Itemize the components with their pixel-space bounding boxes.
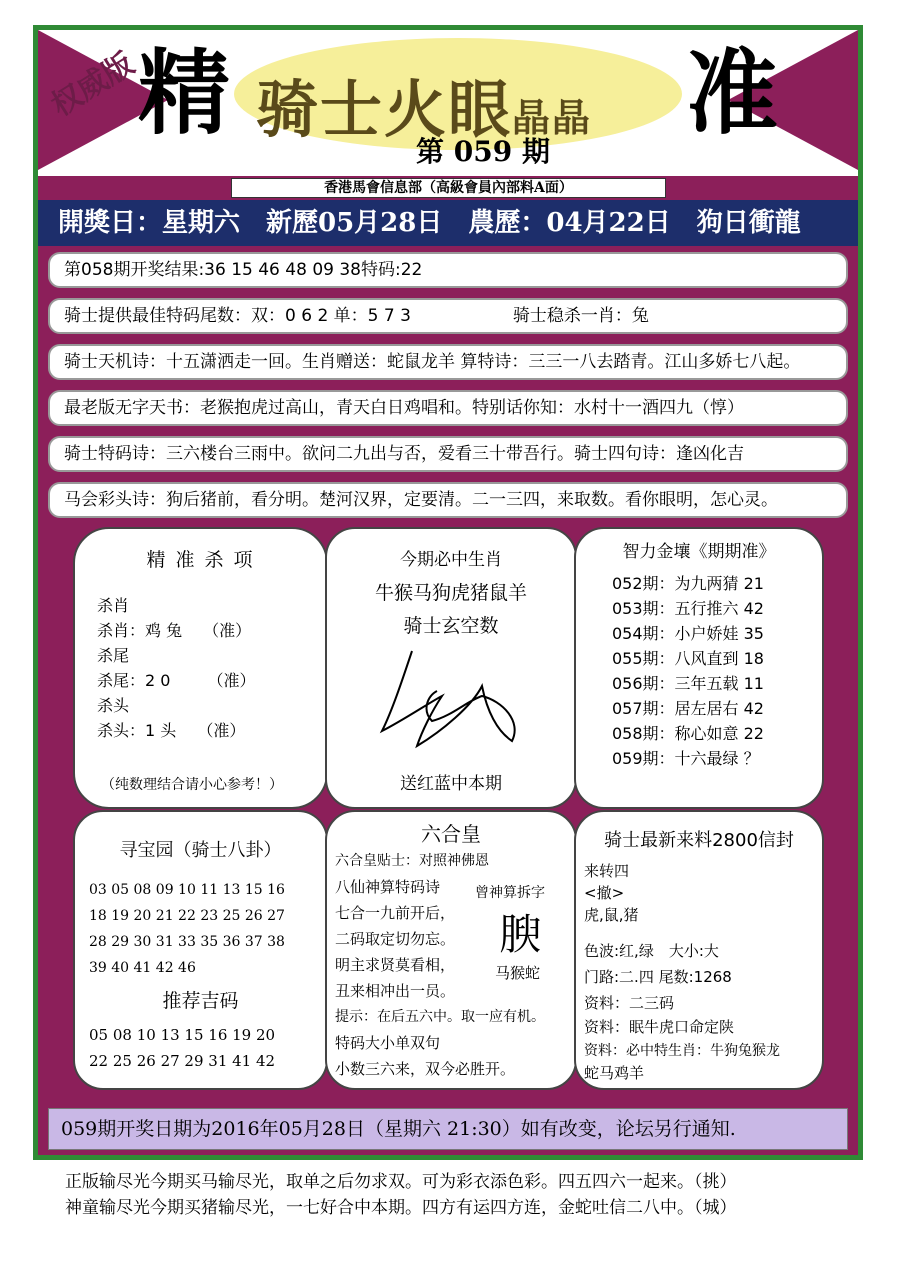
zodiac-subtitle: 骑士玄空数	[403, 615, 499, 637]
draw-date-bar: 開獎日：星期六 新歷05月28日 農歷：04月22日 狗日衝龍	[38, 200, 858, 246]
title-small: 晶晶	[512, 96, 593, 140]
history-row: 055期：八风直到 18	[612, 649, 764, 668]
issue-number: 第 059 期	[416, 135, 550, 168]
bottom-poem-1: 正版输尽光今期买马输尽光，取单之后勿求双。可为彩衣添色彩。四五四六一起来。（挑）	[65, 1172, 737, 1192]
history-row: 057期：居左居右 42	[612, 699, 764, 718]
subtitle-bar: 香港馬會信息部（高級會員內部料A面）	[231, 178, 666, 198]
lucky-title: 推荐吉码	[162, 990, 239, 1012]
lhh-line: 小数三六来，双今必胜开。	[335, 1060, 516, 1078]
liuhehuang-card	[325, 810, 577, 1090]
history-row: 054期：小户娇娃 35	[612, 624, 764, 643]
kill-line: 杀头：1 头 （准）	[97, 721, 246, 740]
treasure-title: 寻宝园（骑士八卦）	[119, 840, 282, 861]
number-row: 39 40 41 42 46	[89, 960, 196, 976]
poster-frame	[33, 25, 863, 1160]
lhh-side-animals: 马猴蛇	[495, 964, 541, 982]
lucky-row: 22 25 26 27 29 31 41 42	[89, 1052, 276, 1070]
result-row: 第058期开奖结果:36 15 46 48 09 38特码:22	[48, 252, 848, 288]
lhh-big-char: 腴	[499, 910, 542, 959]
title-main: 骑士火眼	[256, 73, 513, 146]
big-char-right: 准	[686, 40, 779, 147]
zodiac-footer: 送红蓝中本期	[400, 774, 502, 794]
lhh-line: 六合皇贴士：对照神佛恩	[335, 853, 489, 869]
lhh-line: 七合一九前开后，	[335, 904, 456, 922]
zodiac-title: 今期必中生肖	[400, 550, 502, 570]
liuhehuang-title: 六合皇	[421, 822, 481, 846]
lhh-line: 八仙神算特码诗	[335, 878, 441, 896]
kill-line: 杀肖	[97, 596, 130, 615]
authority-tag: 权威版	[45, 46, 141, 124]
poem-row: 骑士天机诗：十五潇洒走一回。生肖赠送：蛇鼠龙羊 算特诗：三三一八去踏青。江山多娇七八起。	[48, 344, 848, 380]
history-card	[574, 527, 824, 809]
kill-line: 杀尾	[97, 646, 130, 665]
number-row: 18 19 20 21 22 23 25 26 27	[89, 908, 285, 924]
draw-notice: 059期开奖日期为2016年05月28日（星期六 21:30）如有改变，论坛另行通知.	[48, 1108, 848, 1150]
lhh-side-label: 曾神算拆字	[475, 885, 545, 901]
news-title: 骑士最新来料2800信封	[604, 830, 794, 851]
history-title: 智力金壤《期期准》	[622, 542, 776, 562]
news-line: 蛇马鸡羊	[584, 1064, 645, 1082]
news-card	[574, 810, 824, 1090]
zodiac-card	[325, 527, 577, 809]
heavenly-book-row: 最老版无字天书：老猴抱虎过高山，青天白日鸡唱和。特别话你知：水村十一酒四九（惇）	[48, 390, 848, 426]
kill-card-title: 精 准 杀 项	[146, 549, 255, 571]
zodiac-animals: 牛猴马狗虎猪鼠羊	[374, 582, 527, 604]
treasure-card	[73, 810, 328, 1090]
number-row: 03 05 08 09 10 11 13 15 16	[89, 882, 285, 898]
kill-note: （纯数理结合请小心参考！）	[101, 777, 283, 793]
history-row: 059期：十六最绿 ？	[612, 749, 760, 768]
lucky-row: 05 08 10 13 15 16 19 20	[89, 1026, 276, 1044]
colour-poem-row: 马会彩头诗：狗后猪前，看分明。楚河汉界，定要清。二一三四，来取数。看你眼明，怎心灵。	[48, 482, 848, 518]
news-line: 资料：二三码	[584, 994, 675, 1012]
news-line: <撤>	[584, 884, 625, 902]
kill-line: 杀头	[97, 696, 130, 715]
big-char-left: 精	[138, 40, 231, 147]
news-line: 虎,鼠,猪	[584, 906, 639, 924]
news-line: 来转四	[584, 862, 630, 880]
header	[38, 30, 858, 176]
news-line: 资料：必中特生肖：牛狗兔猴龙	[584, 1043, 780, 1059]
lhh-line: 丑来相冲出一员。	[335, 982, 456, 1000]
history-row: 053期：五行推六 42	[612, 599, 764, 618]
history-row: 052期：为九两猜 21	[612, 574, 764, 593]
news-line: 门路:二.四 尾数:1268	[584, 968, 732, 986]
lhh-line: 二码取定切勿忘。	[335, 930, 456, 948]
number-row: 28 29 30 31 33 35 36 37 38	[89, 934, 285, 950]
kill-card	[73, 527, 328, 809]
tail-number-row: 骑士提供最佳特码尾数：双：0 6 2 单：5 7 3 骑士稳杀一肖：兔	[48, 298, 848, 334]
kill-line: 杀肖：鸡 兔 （准）	[97, 621, 252, 640]
special-poem-row: 骑士特码诗：三六楼台三雨中。欲问二九出与否，爱看三十带吾行。骑士四句诗：逢凶化吉	[48, 436, 848, 472]
history-row: 056期：三年五载 11	[612, 674, 764, 693]
news-line: 色波:红,绿 大小:大	[584, 942, 719, 960]
signature-scribble	[372, 641, 532, 761]
lhh-line: 明主求贤莫看相，	[335, 956, 456, 974]
lhh-line: 提示：在后五六中。取一应有机。	[335, 1009, 545, 1025]
news-line: 资料：眠牛虎口命定陕	[584, 1018, 735, 1036]
lhh-line: 特码大小单双句	[335, 1034, 441, 1052]
history-row: 058期：称心如意 22	[612, 724, 764, 743]
bottom-poem-2: 神童输尽光今期买猪输尽光，一七好合中本期。四方有运四方连，金蛇吐信二八中。（城）	[65, 1198, 737, 1218]
kill-line: 杀尾：2 0 （准）	[97, 671, 256, 690]
